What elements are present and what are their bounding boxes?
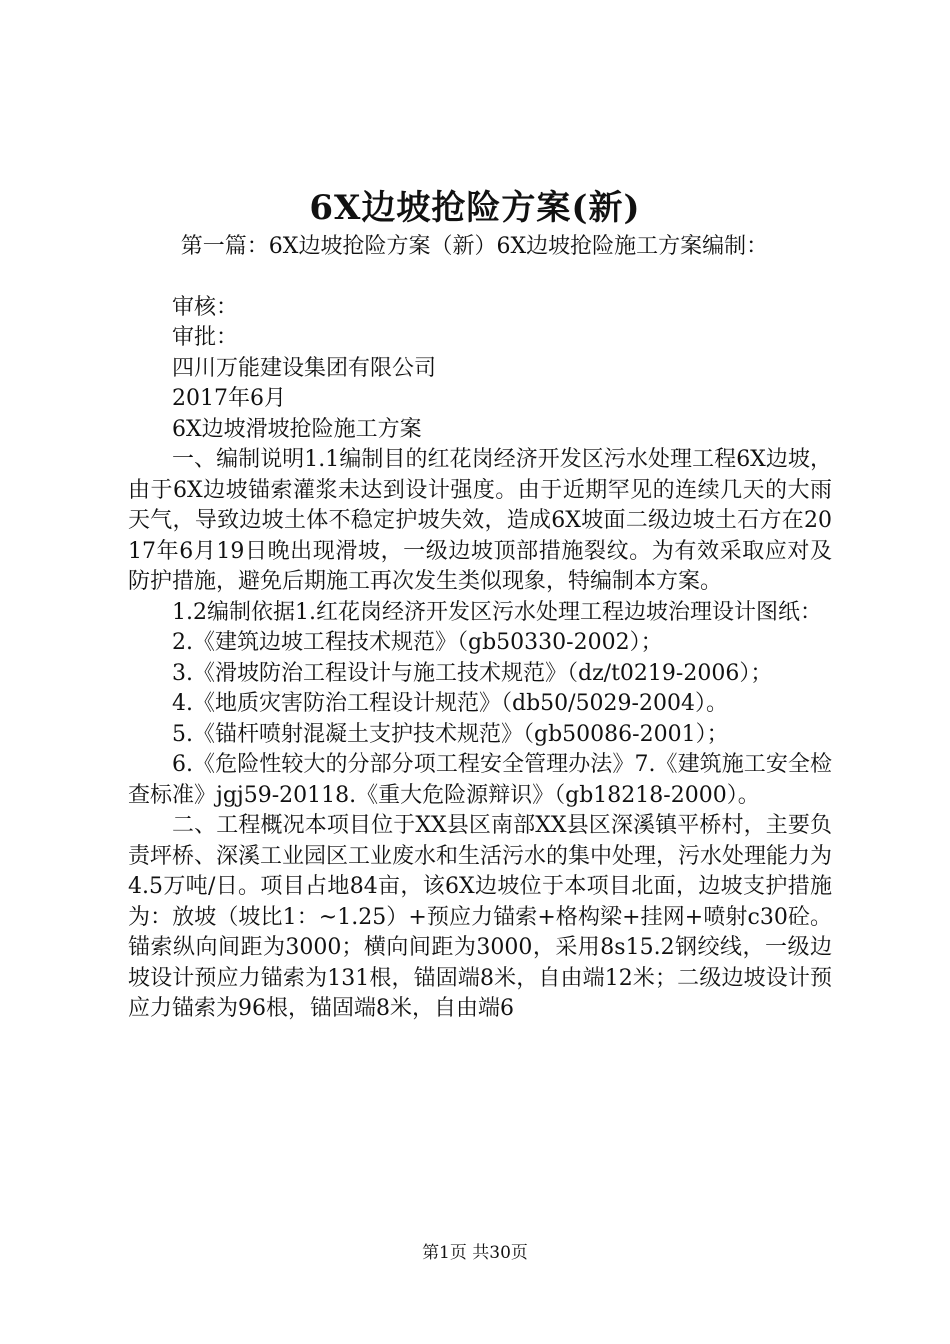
paragraph-ref-3: 3.《滑坡防治工程设计与施工技术规范》（dz/t0219-2006）； <box>172 660 773 686</box>
paragraph-ref-5: 5.《锚杆喷射混凝土支护技术规范》（gb50086-2001）； <box>172 721 729 747</box>
paragraph-approval: 审批： <box>172 325 239 350</box>
document-body <box>128 232 832 1025</box>
paragraph-review: 审核： <box>172 294 239 320</box>
paragraph-company: 四川万能建设集团有限公司 <box>172 355 437 381</box>
paragraph-ref-6-8: 6.《危险性较大的分部分项工程安全管理办法》7.《建筑施工安全检查标准》jgj59-20118.《重大危险源辩识》（gb18218-2000）。 <box>128 752 832 808</box>
paragraph-plan-name: 6X边坡滑坡抢险施工方案 <box>172 416 422 442</box>
paragraph-ref-4: 4.《地质灾害防治工程设计规范》（db50/5029-2004）。 <box>172 691 728 716</box>
paragraph-intro: 第一篇：6X边坡抢险方案（新）6X边坡抢险施工方案编制： <box>180 234 769 259</box>
paragraph-basis: 1.2编制依据1.红花岗经济开发区污水处理工程边坡治理设计图纸： <box>172 599 822 625</box>
paragraph-date: 2017年6月 <box>172 386 286 411</box>
paragraph-section-1: 一、编制说明1.1编制目的红花岗经济开发区污水处理工程6X边坡，由于6X边坡锚索灌浆未达到设计强度。由于近期罕见的连续几天的大雨天气，导致边坡土体不稳定护坡失效，造成6X坡面二级边坡土石方在2017年6月19日晚出现滑坡，一级边坡顶部措施裂纹。为有效采取应对及防护措施，避免后期施工再次发生类似现象，特编制本方案。 <box>128 447 832 594</box>
page-footer: 第1页 共30页 <box>422 1243 528 1263</box>
paragraph-ref-2: 2.《建筑边坡工程技术规范》（gb50330-2002）； <box>172 630 663 655</box>
paragraph-section-2: 二、工程概况本项目位于XX县区南部XX县区深溪镇平桥村，主要负责坪桥、深溪工业园区工业废水和生活污水的集中处理，污水处理能力为4.5万吨/日。项目占地84亩，该6X边坡位于本项目北面，边坡支护措施为：放坡（坡比1：~1.25）+预应力锚索+格构梁+挂网+喷射c30砼。锚索纵向间距为3000；横向间距为3000，采用8s15.2钢绞线，一级边坡设计预应力锚索为131根，锚固端8米，自由端12米；二级边坡设计预应力锚索为96根，锚固端8米，自由端6 <box>128 813 833 1021</box>
document-title: 6X边坡抢险方案(新) <box>309 188 641 228</box>
